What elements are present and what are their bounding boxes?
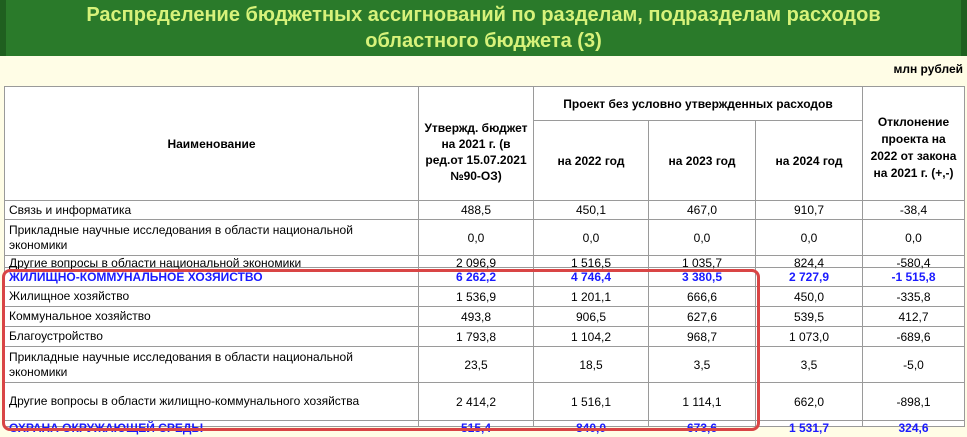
cell-approved: 23,5 [419,347,534,383]
title-banner [0,0,967,56]
cell-deviation: -689,6 [863,327,965,347]
table-row [5,347,965,383]
cell-deviation: 0,0 [863,220,965,256]
cell-2023: 3,5 [649,347,756,383]
table-row [5,383,965,421]
cell-approved: 0,0 [419,220,534,256]
cell-approved: 2 096,9 [455,255,497,270]
cell-2022: 18,5 [534,347,649,383]
cell-approved: 488,5 [419,201,534,220]
table-row [5,307,965,327]
header-row-1 [5,87,965,121]
row-name: Прикладные научные исследования в области национальной экономики [5,347,419,383]
cell-approved: 493,8 [419,307,534,327]
cell-2024: 1 073,0 [756,327,863,347]
cell-2023: 673,6 [686,421,718,435]
title-line-1: Распределение бюджетных ассигнований по разделам, подразделам расходов [86,4,881,26]
unit-label: млн рублей [893,62,963,76]
cell-approved: 6 262,2 [419,268,534,287]
cell-2022: 840,0 [575,421,607,435]
cell-approved: 1 793,8 [419,327,534,347]
cell-2024: 910,7 [756,201,863,220]
cell-2024: 662,0 [756,383,863,421]
section-row [5,421,965,427]
row-name: Другие вопросы в области национальной экономики [9,255,302,270]
cell-2023: 3 380,5 [649,268,756,287]
cell-2023: 467,0 [649,201,756,220]
cell-2024: 1 531,7 [788,421,830,435]
row-name: Другие вопросы в области жилищно-коммунального хозяйства [5,383,419,421]
cell-deviation: -580,4 [896,255,931,270]
cell-2024: 824,4 [793,255,825,270]
cell-2023: 1 114,1 [649,383,756,421]
col-header-name: Наименование [5,87,419,201]
row-name: Прикладные научные исследования в области национальной экономики [5,220,419,256]
cell-2023: 627,6 [649,307,756,327]
col-header-2023: на 2023 год [649,121,756,201]
cell-deviation: -5,0 [863,347,965,383]
cell-2022: 1 516,1 [534,383,649,421]
row-name: Связь и информатика [5,201,419,220]
row-name: Коммунальное хозяйство [5,307,419,327]
cell-2022: 906,5 [534,307,649,327]
table-row [5,327,965,347]
cell-2023: 1 035,7 [681,255,723,270]
cell-deviation: -1 515,8 [863,268,965,287]
title-line-2: областного бюджета (3) [365,30,602,52]
cell-2024: 2 727,9 [756,268,863,287]
cell-deviation: 412,7 [863,307,965,327]
table-row [5,201,965,220]
col-header-2024: на 2024 год [756,121,863,201]
table-row [5,287,965,307]
cell-approved: 515,4 [460,421,492,435]
col-header-approved: Утвержд. бюджет на 2021 г. (в ред.от 15.07.2021 №90-ОЗ) [419,87,534,201]
budget-sheet [0,56,967,437]
row-name: ОХРАНА ОКРУЖАЮЩЕЙ СРЕДЫ [9,421,204,435]
cell-2024: 0,0 [756,220,863,256]
cell-deviation: -335,8 [863,287,965,307]
cell-deviation: 324,6 [898,421,929,435]
cell-deviation: -898,1 [863,383,965,421]
row-name: ЖИЛИЩНО-КОММУНАЛЬНОЕ ХОЗЯЙСТВО [5,268,419,287]
cell-2023: 0,0 [649,220,756,256]
cell-2022: 1 516,5 [570,255,612,270]
cell-2023: 666,6 [649,287,756,307]
cell-approved: 1 536,9 [419,287,534,307]
cell-2022: 4 746,4 [534,268,649,287]
cell-2024: 3,5 [756,347,863,383]
cell-2023: 968,7 [649,327,756,347]
table-row [5,256,965,268]
table-row [5,220,965,256]
cell-2024: 450,0 [756,287,863,307]
cell-2022: 1 104,2 [534,327,649,347]
cell-2022: 1 201,1 [534,287,649,307]
cell-deviation: -38,4 [863,201,965,220]
cell-2024: 539,5 [756,307,863,327]
col-header-2022: на 2022 год [534,121,649,201]
cell-2022: 450,1 [534,201,649,220]
row-name: Благоустройство [5,327,419,347]
budget-table [4,86,965,435]
row-name: Жилищное хозяйство [5,287,419,307]
cell-approved: 2 414,2 [419,383,534,421]
col-header-project-group: Проект без условно утвержденных расходов [534,87,863,121]
section-row [5,268,965,287]
col-header-deviation: Отклонение проекта на 2022 от закона на 2021 г. (+,-) [863,87,965,201]
cell-2022: 0,0 [534,220,649,256]
